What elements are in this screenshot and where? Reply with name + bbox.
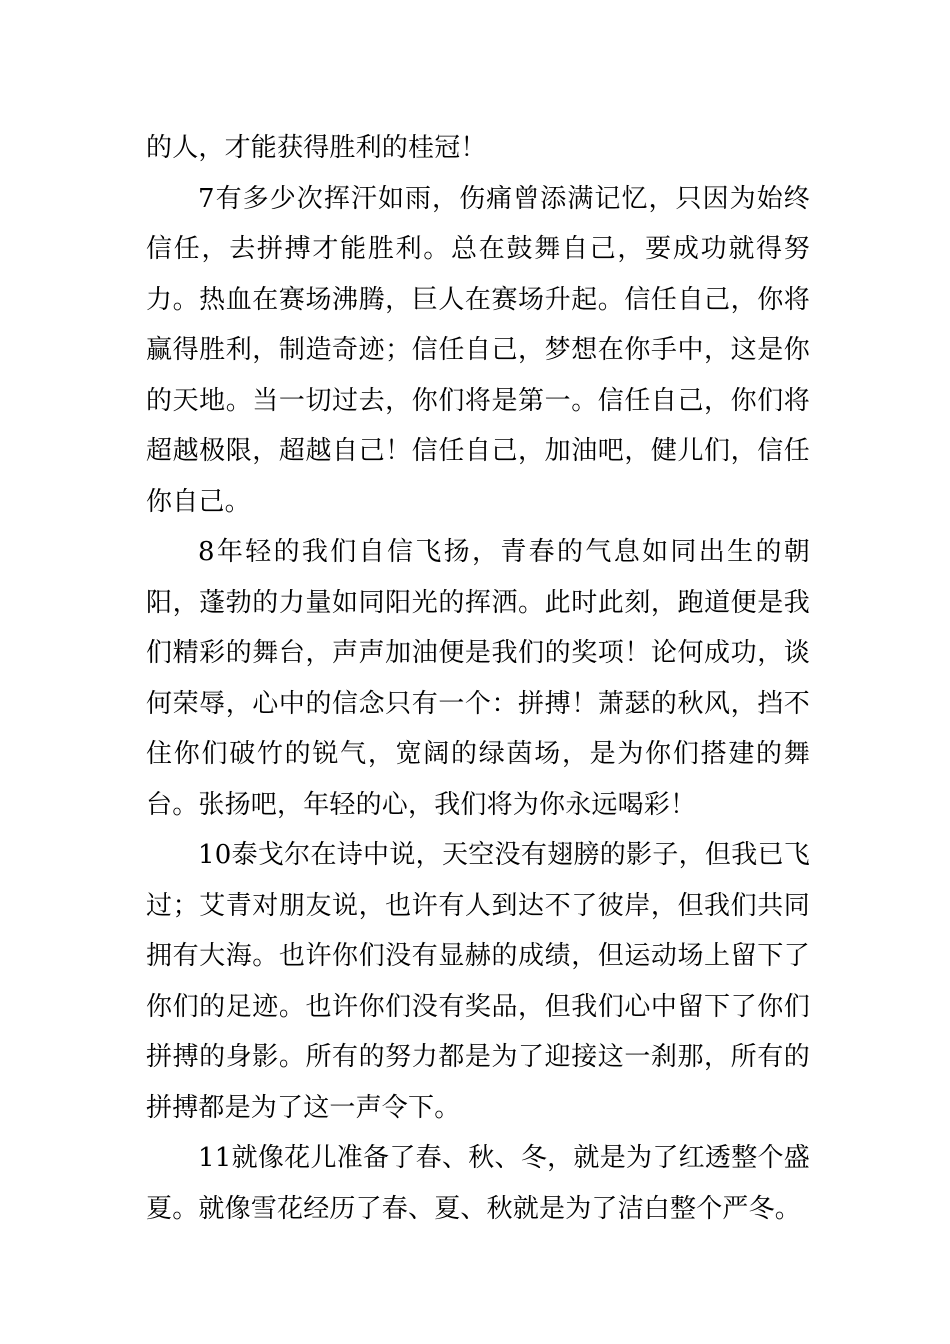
paragraph-7: 7有多少次挥汗如雨，伤痛曾添满记忆，只因为始终信任，去拼搏才能胜利。总在鼓舞自己，要成功就得努力。热血在赛场沸腾，巨人在赛场升起。信任自己，你将赢得胜利，制造奇迹；信任自己，梦想在你手中，这是你的天地。当一切过去，你们将是第一。信任自己，你们将超越极限，超越自己！信任自己，加油吧，健儿们，信任你自己。	[146, 183, 810, 517]
paragraph-8: 8年轻的我们自信飞扬，青春的气息如同出生的朝阳，蓬勃的力量如同阳光的挥洒。此时此刻，跑道便是我们精彩的舞台，声声加油便是我们的奖项！论何成功，谈何荣辱，心中的信念只有一个：拼搏！萧瑟的秋风，挡不住你们破竹的锐气，宽阔的绿茵场，是为你们搭建的舞台。张扬吧，年轻的心，我们将为你永远喝彩！	[146, 537, 810, 820]
paragraph-11: 11就像花儿准备了春、秋、冬，就是为了红透整个盛夏。就像雪花经历了春、夏、秋就是为了洁白整个严冬。	[146, 1143, 810, 1224]
paragraph-10: 10泰戈尔在诗中说，天空没有翅膀的影子，但我已飞过；艾青对朋友说，也许有人到达不了彼岸，但我们共同拥有大海。也许你们没有显赫的成绩，但运动场上留下了你们的足迹。也许你们没有奖品，但我们心中留下了你们拼搏的身影。所有的努力都是为了迎接这一刹那，所有的拼搏都是为了这一声令下。	[146, 840, 810, 1123]
document-body	[146, 123, 810, 1234]
paragraph-continuation: 的人，才能获得胜利的桂冠！	[146, 133, 487, 163]
